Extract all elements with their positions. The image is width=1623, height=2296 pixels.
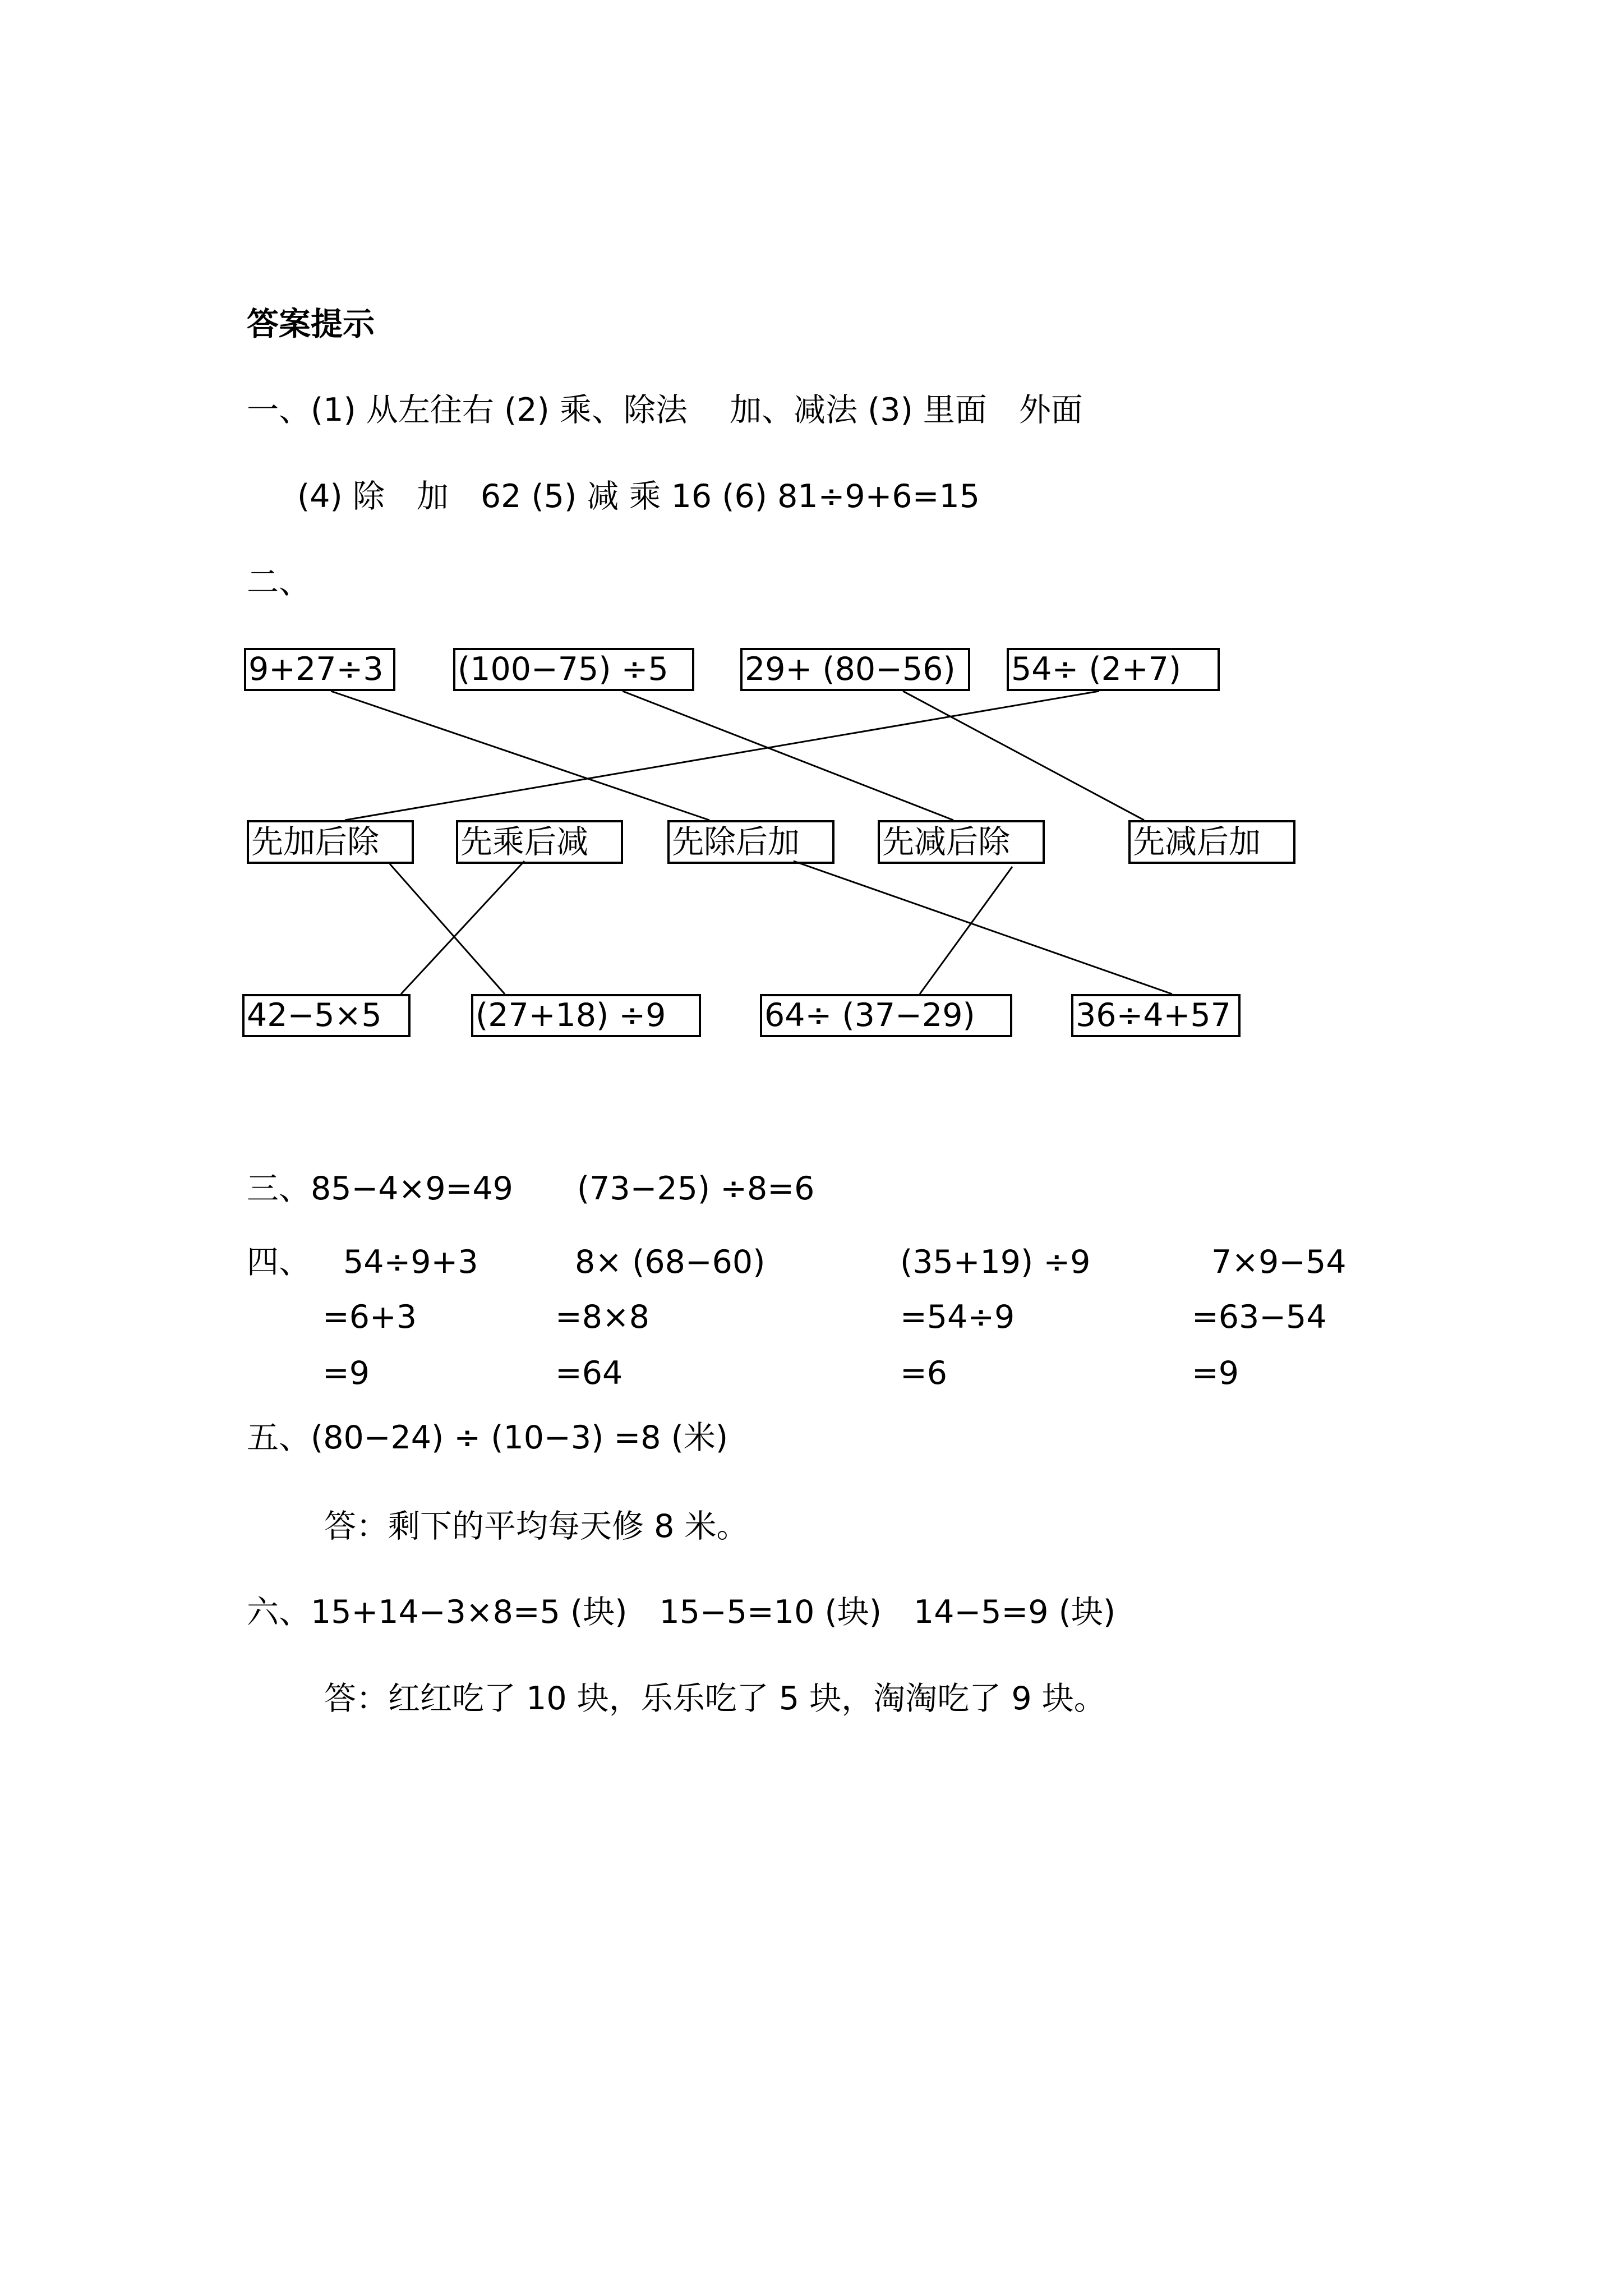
order-box-1: 先加后除	[247, 820, 414, 864]
order-box-5: 先减后加	[1128, 820, 1295, 864]
match-line	[345, 691, 1099, 820]
expr-box-top-3: 29+ (80−56)	[740, 648, 970, 691]
match-line	[331, 691, 709, 820]
section1-line2: (4) 除 加 62 (5) 减 乘 16 (6) 81÷9+6=15	[297, 478, 980, 515]
page-title: 答案提示	[247, 306, 375, 343]
match-line	[794, 861, 1172, 994]
match-line	[401, 861, 524, 994]
calc-col1-row1: 54÷9+3	[343, 1244, 478, 1281]
calc-col3-row3: =6	[900, 1355, 948, 1392]
expr-box-bottom-3: 64÷ (37−29)	[760, 994, 1012, 1037]
match-line	[623, 691, 953, 820]
order-box-2: 先乘后减	[456, 820, 623, 864]
expr-box-top-4: 54÷ (2+7)	[1007, 648, 1220, 691]
match-line	[903, 691, 1144, 820]
expr-box-bottom-4: 36÷4+57	[1071, 994, 1241, 1037]
section5-line: 五、(80−24) ÷ (10−3) =8 (米)	[247, 1419, 728, 1456]
match-line	[390, 864, 505, 994]
calc-col2-row1: 8× (68−60)	[575, 1244, 766, 1281]
match-line	[920, 867, 1012, 994]
section6-line: 六、15+14−3×8=5 (块) 15−5=10 (块) 14−5=9 (块)	[247, 1594, 1116, 1631]
calc-col3-row1: (35+19) ÷9	[900, 1244, 1091, 1281]
calc-col2-row3: =64	[555, 1355, 623, 1392]
section6-answer: 答：红红吃了 10 块，乐乐吃了 5 块，淘淘吃了 9 块。	[324, 1680, 1106, 1717]
section3-line: 三、85−4×9=49 (73−25) ÷8=6	[247, 1170, 815, 1207]
calc-col4-row1: 7×9−54	[1211, 1244, 1347, 1281]
section1-line1: 一、(1) 从左往右 (2) 乘、除法 加、减法 (3) 里面 外面	[247, 392, 1083, 429]
expr-box-top-2: (100−75) ÷5	[453, 648, 694, 691]
expr-box-top-1: 9+27÷3	[244, 648, 395, 691]
calc-col4-row2: =63−54	[1192, 1299, 1327, 1336]
expr-box-bottom-1: 42−5×5	[242, 994, 411, 1037]
calc-col1-row3: =9	[322, 1355, 370, 1392]
section2-label: 二、	[247, 564, 311, 601]
section5-answer: 答：剩下的平均每天修 8 米。	[324, 1508, 749, 1545]
expr-box-bottom-2: (27+18) ÷9	[471, 994, 701, 1037]
calc-col2-row2: =8×8	[555, 1299, 650, 1336]
section4-label: 四、	[247, 1244, 311, 1281]
calc-col4-row3: =9	[1192, 1355, 1239, 1392]
order-box-3: 先除后加	[667, 820, 834, 864]
calc-col3-row2: =54÷9	[900, 1299, 1015, 1336]
calc-col1-row2: =6+3	[322, 1299, 417, 1336]
order-box-4: 先减后除	[878, 820, 1045, 864]
